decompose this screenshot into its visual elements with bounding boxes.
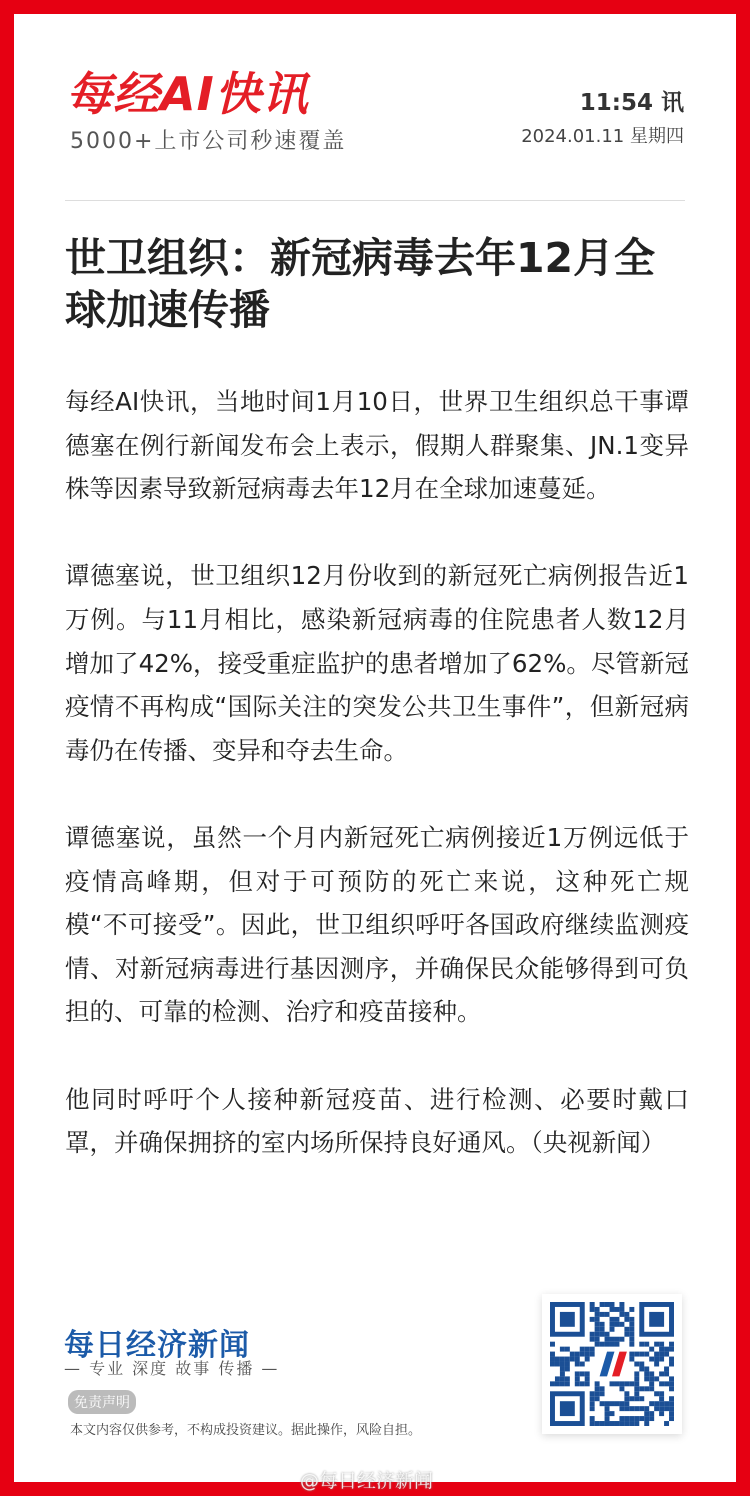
- article-body: [65, 380, 689, 1208]
- disclaimer-badge: 免责声明: [68, 1390, 136, 1414]
- time: 11:54 讯: [579, 90, 684, 116]
- qr-code[interactable]: [542, 1294, 682, 1434]
- news-card: [14, 14, 736, 1482]
- paragraph: 每经AI快讯，当地时间1月10日，世界卫生组织总干事谭德塞在例行新闻发布会上表示，假期人群聚集、JN.1变异株等因素导致新冠病毒去年12月在全球加速蔓延。: [65, 387, 689, 504]
- date: 2024.01.11 星期四: [521, 126, 684, 147]
- logo: 每经AI快讯: [66, 67, 309, 121]
- paragraph: 谭德塞说，世卫组织12月份收到的新冠死亡病例报告近1万例。与11月相比，感染新冠病毒的住院患者人数12月增加了42%，接受重症监护的患者增加了62%。尽管新冠疫情不再构成“国际关注的突发公共卫生事件”，但新冠病毒仍在传播、变异和夺去生命。: [65, 561, 689, 765]
- paragraph: 谭德塞说，虽然一个月内新冠死亡病例接近1万例远低于疫情高峰期，但对于可预防的死亡来说，这种死亡规模“不可接受”。因此，世卫组织呼吁各国政府继续监测疫情、对新冠病毒进行基因测序，并确保民众能够得到可负担的、可靠的检测、治疗和疫苗接种。: [65, 822, 689, 1027]
- article-title: 世卫组织：新冠病毒去年12月全球加速传播: [65, 234, 656, 334]
- slogan: 5000+上市公司秒速覆盖: [70, 129, 347, 154]
- divider: [65, 200, 685, 201]
- brand-logo: 每日经济新闻: [64, 1328, 250, 1363]
- weibo-watermark: @每日经济新闻: [300, 1470, 434, 1492]
- disclaimer-text: 本文内容仅供参考，不构成投资建议。据此操作，风险自担。: [70, 1423, 422, 1438]
- qr-code-image: [550, 1302, 674, 1426]
- brand-tagline: — 专业 深度 故事 传播 —: [64, 1359, 280, 1378]
- paragraph: 他同时呼吁个人接种新冠疫苗、进行检测、必要时戴口罩，并确保拥挤的室内场所保持良好通风。（央视新闻）: [65, 1084, 689, 1158]
